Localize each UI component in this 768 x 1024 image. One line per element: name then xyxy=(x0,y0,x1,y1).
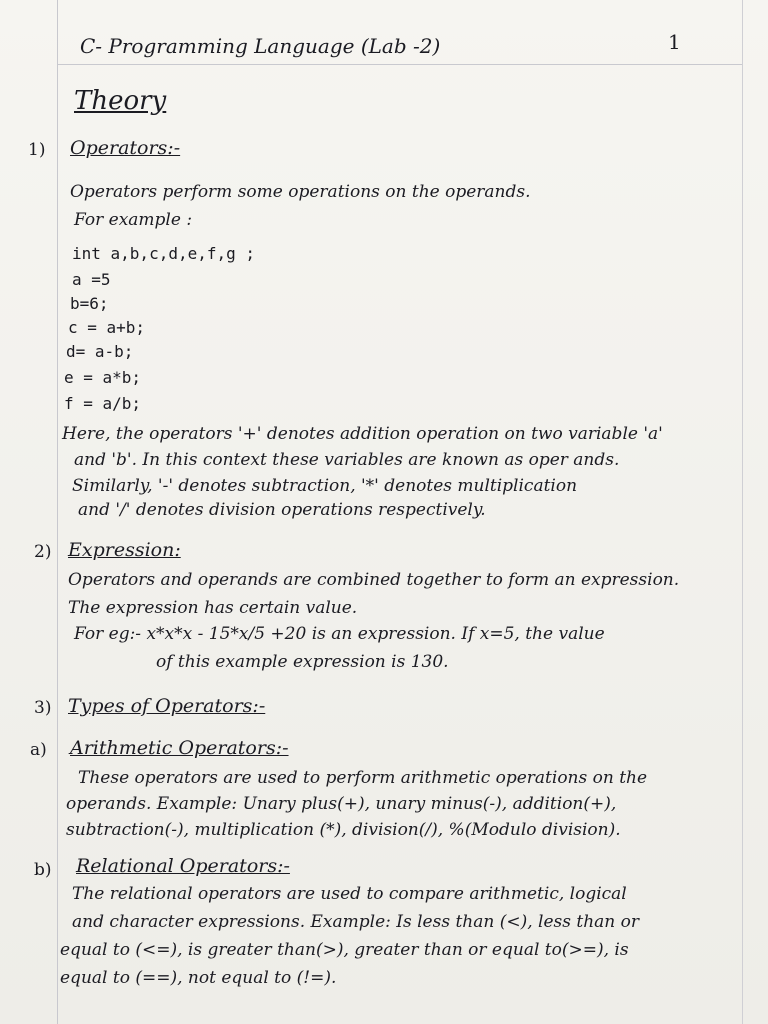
text-line: equal to (==), not equal to (!=). xyxy=(60,968,337,988)
right-margin-line xyxy=(742,0,743,1024)
text-line: equal to (<=), is greater than(>), greater than or equal to(>=), is xyxy=(60,940,629,960)
text-line: of this example expression is 130. xyxy=(156,652,449,672)
section-number: 2) xyxy=(34,542,52,562)
section-number: 1) xyxy=(28,140,46,160)
text-line: and '/' denotes division operations respectively. xyxy=(78,500,486,520)
text-line: Similarly, '-' denotes subtraction, '*' denotes multiplication xyxy=(72,476,578,496)
section-number: 3) xyxy=(34,698,52,718)
page-number: 1 xyxy=(668,30,681,54)
text-line: Operators and operands are combined together to form an expression. xyxy=(68,570,680,590)
subsection-number: b) xyxy=(34,860,52,880)
text-line: The relational operators are used to compare arithmetic, logical xyxy=(72,884,627,904)
code-line: a =5 xyxy=(72,270,111,289)
text-line: For eg:- x*x*x - 15*x/5 +20 is an expression. If x=5, the value xyxy=(74,624,605,644)
code-line: f = a/b; xyxy=(64,394,142,413)
text-line: subtraction(-), multiplication (*), division(/), %(Modulo division). xyxy=(66,820,621,840)
text-line: Here, the operators '+' denotes addition operation on two variable 'a' xyxy=(62,424,663,444)
page-title: C- Programming Language (Lab -2) xyxy=(80,34,441,58)
code-line: int a,b,c,d,e,f,g ; xyxy=(72,244,256,263)
code-line: c = a+b; xyxy=(68,318,146,337)
subsection-heading: Relational Operators:- xyxy=(76,855,290,877)
subsection-number: a) xyxy=(30,740,47,760)
text-line: and character expressions. Example: Is less than (<), less than or xyxy=(72,912,640,932)
theory-heading: Theory xyxy=(74,86,167,116)
code-line: e = a*b; xyxy=(64,368,142,387)
left-margin-line xyxy=(57,0,58,1024)
code-line: b=6; xyxy=(70,294,109,313)
code-line: d= a-b; xyxy=(66,342,134,361)
section-heading: Types of Operators:- xyxy=(68,695,266,717)
subsection-heading: Arithmetic Operators:- xyxy=(70,737,289,759)
header-rule xyxy=(58,64,742,65)
section-heading: Expression: xyxy=(68,539,181,561)
text-line: The expression has certain value. xyxy=(68,598,358,618)
text-line: operands. Example: Unary plus(+), unary minus(-), addition(+), xyxy=(66,794,617,814)
section-heading: Operators:- xyxy=(70,137,181,159)
text-line: Operators perform some operations on the operands. xyxy=(70,182,531,202)
text-line: and 'b'. In this context these variables are known as oper ands. xyxy=(74,450,620,470)
text-line: These operators are used to perform arithmetic operations on the xyxy=(78,768,648,788)
text-line: For example : xyxy=(74,210,193,230)
